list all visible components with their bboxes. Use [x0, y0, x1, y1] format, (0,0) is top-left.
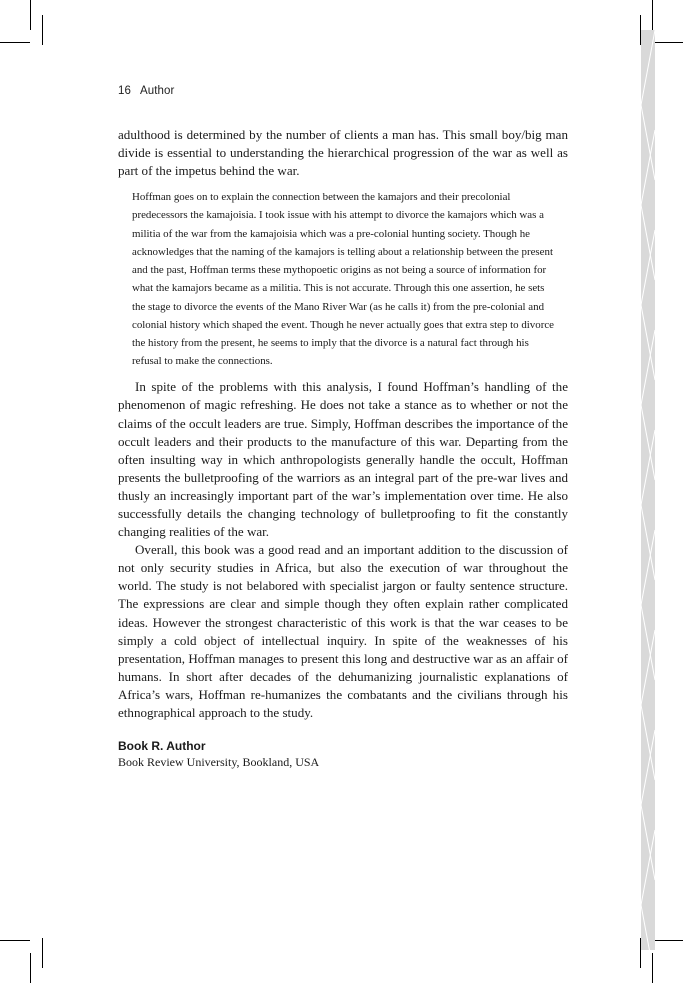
crop-mark-top-left-vertical-inner	[42, 15, 43, 45]
body-paragraph-2: In spite of the problems with this analysis, I found Hoffman’s handling of the phenomenon of magic refreshing. He does not take a stance as to whether or not the claims of the occult leaders are true. Simply, Hoffman describes the importance of the occult leaders and their products to the manufacture of this war. Departing from the often insulting way in which anthropologists generally handle the occult, Hoffman presents the bulletproofing of the warriors as an integral part of the pre-war lives and thusly an increasingly important part of the war’s implementation over time. He also successfully details the changing technology of bulletproofing to fit the constantly changing realities of the war.	[118, 379, 568, 540]
body-paragraph-3: Overall, this book was a good read and an important addition to the discussion of not only security studies in Africa, but also the execution of war throughout the world. The study is not belabored with specialist jargon or faulty sentence structure. The expressions are clear and simple though they often explain rather complicated ideas. However the strongest characteristic of this work is that the war ceases to be simply a cold object of intellectual inquiry. In spite of the weaknesses of his presentation, Hoffman manages to present this long and destructive war as an affair of humans. In short after decades of the dehumanizing journalistic explanations of Africa’s wars, Hoffman re-humanizes the combatants and the civilians through his ethnographical approach to the study.	[118, 542, 568, 720]
main-content	[118, 126, 568, 770]
reviewer-signature	[118, 738, 568, 770]
crop-mark-top-right-horizontal	[653, 42, 683, 43]
crop-mark-bottom-right-horizontal	[653, 940, 683, 941]
reviewer-name: Book R. Author	[118, 739, 206, 754]
block-quote: Hoffman goes on to explain the connection between the kamajors and their precolonial predecessors the kamajoisia. I took issue with his attempt to divorce the kamajors which was a militia of the war from the kamajoisia which was a pre-colonial hunting society. Though he acknowledges that the naming of the kamajors is telling about a relationship between the present and the past, Hoffman terms these mythopoetic origins as not being a source of information for what the kamajors became as a militia. This is not accurate. Through this one assertion, he sets the stage to divorce the events of the Mano River War (as he calls it) from the pre-colonial and colonial history which shaped the event. Though he never actually goes that extra step to divorce the history from the present, he seems to imply that the divorce is a natural fact through his refusal to make the connections.	[132, 191, 554, 368]
crop-mark-bottom-left-vertical-inner	[42, 938, 43, 968]
running-head-author: Author	[140, 85, 175, 97]
page-number: 16	[118, 85, 131, 97]
decorative-side-strip	[641, 30, 655, 950]
crop-mark-top-right-vertical	[652, 0, 653, 30]
running-head	[118, 85, 174, 97]
crop-mark-bottom-left-horizontal	[0, 940, 30, 941]
side-strip-pattern	[641, 30, 655, 950]
crop-mark-top-left-horizontal	[0, 42, 30, 43]
body-paragraph-1: adulthood is determined by the number of clients a man has. This small boy/big man divide is essential to understanding the hierarchical progression of the war as well as part of the impetus behind the war.	[118, 127, 568, 179]
reviewer-affiliation: Book Review University, Bookland, USA	[118, 755, 320, 770]
crop-mark-top-left-vertical	[30, 0, 31, 30]
crop-mark-bottom-right-vertical	[652, 953, 653, 983]
crop-mark-bottom-left-vertical	[30, 953, 31, 983]
